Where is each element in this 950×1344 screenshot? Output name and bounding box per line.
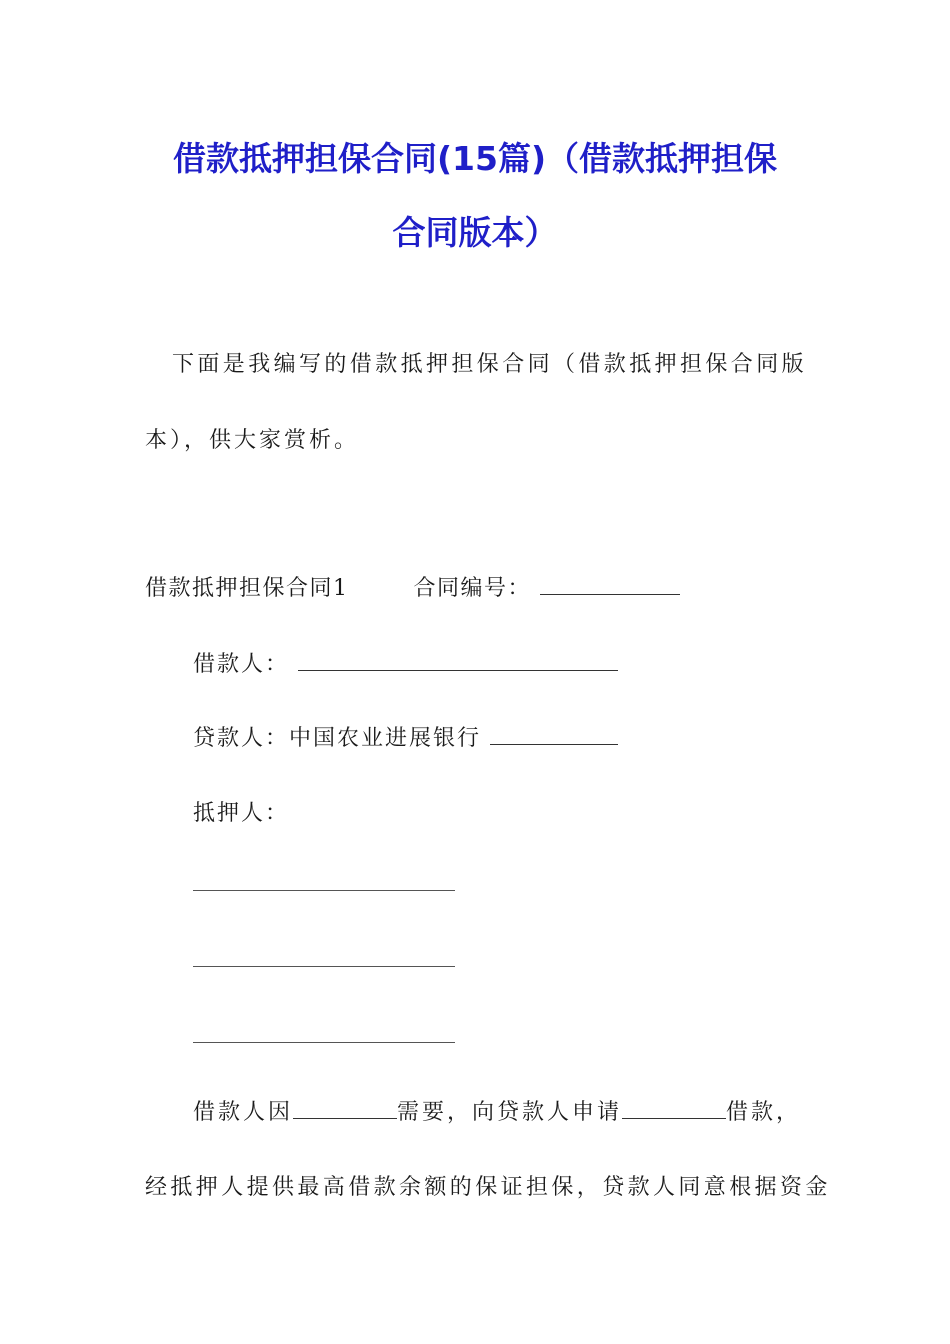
clause-part-1: 借款人因: [193, 1100, 294, 1125]
intro-paragraph-line-1: 下面是我编写的借款抵押担保合同（借款抵押担保合同版: [172, 352, 808, 377]
mortgagor-label: 抵押人：: [193, 801, 290, 826]
contract-number-label: 合同编号：: [413, 576, 532, 601]
lender-blank: [490, 726, 618, 745]
borrower-label: 借款人：: [193, 652, 290, 677]
clause-part-3: 借款，: [726, 1100, 802, 1125]
clause-part-2: 需要，向贷款人申请: [397, 1100, 623, 1125]
borrower-blank: [298, 652, 618, 671]
mortgagor-blank-line-1: [193, 890, 455, 891]
document-title-line-1: 借款抵押担保合同(15篇)（借款抵押担保: [172, 139, 778, 178]
lender-label: 贷款人：中国农业进展银行: [193, 726, 482, 751]
contract-number-blank: [540, 576, 680, 595]
contract-heading-row: [145, 571, 680, 602]
loan-amount-blank: [622, 1100, 726, 1119]
mortgagor-blank-line-2: [193, 966, 455, 967]
borrower-row: [193, 647, 618, 678]
document-title-line-2: 合同版本）: [392, 213, 558, 252]
clause-line-2: 经抵押人提供最高借款余额的保证担保，贷款人同意根据资金: [145, 1175, 831, 1200]
mortgagor-blank-line-3: [193, 1042, 455, 1043]
intro-paragraph-line-2: 本），供大家赏析。: [145, 428, 360, 453]
contract-heading: 借款抵押担保合同1: [145, 576, 349, 601]
lender-row: [193, 721, 618, 752]
clause-line-1: [193, 1095, 801, 1126]
purpose-blank: [293, 1100, 397, 1119]
